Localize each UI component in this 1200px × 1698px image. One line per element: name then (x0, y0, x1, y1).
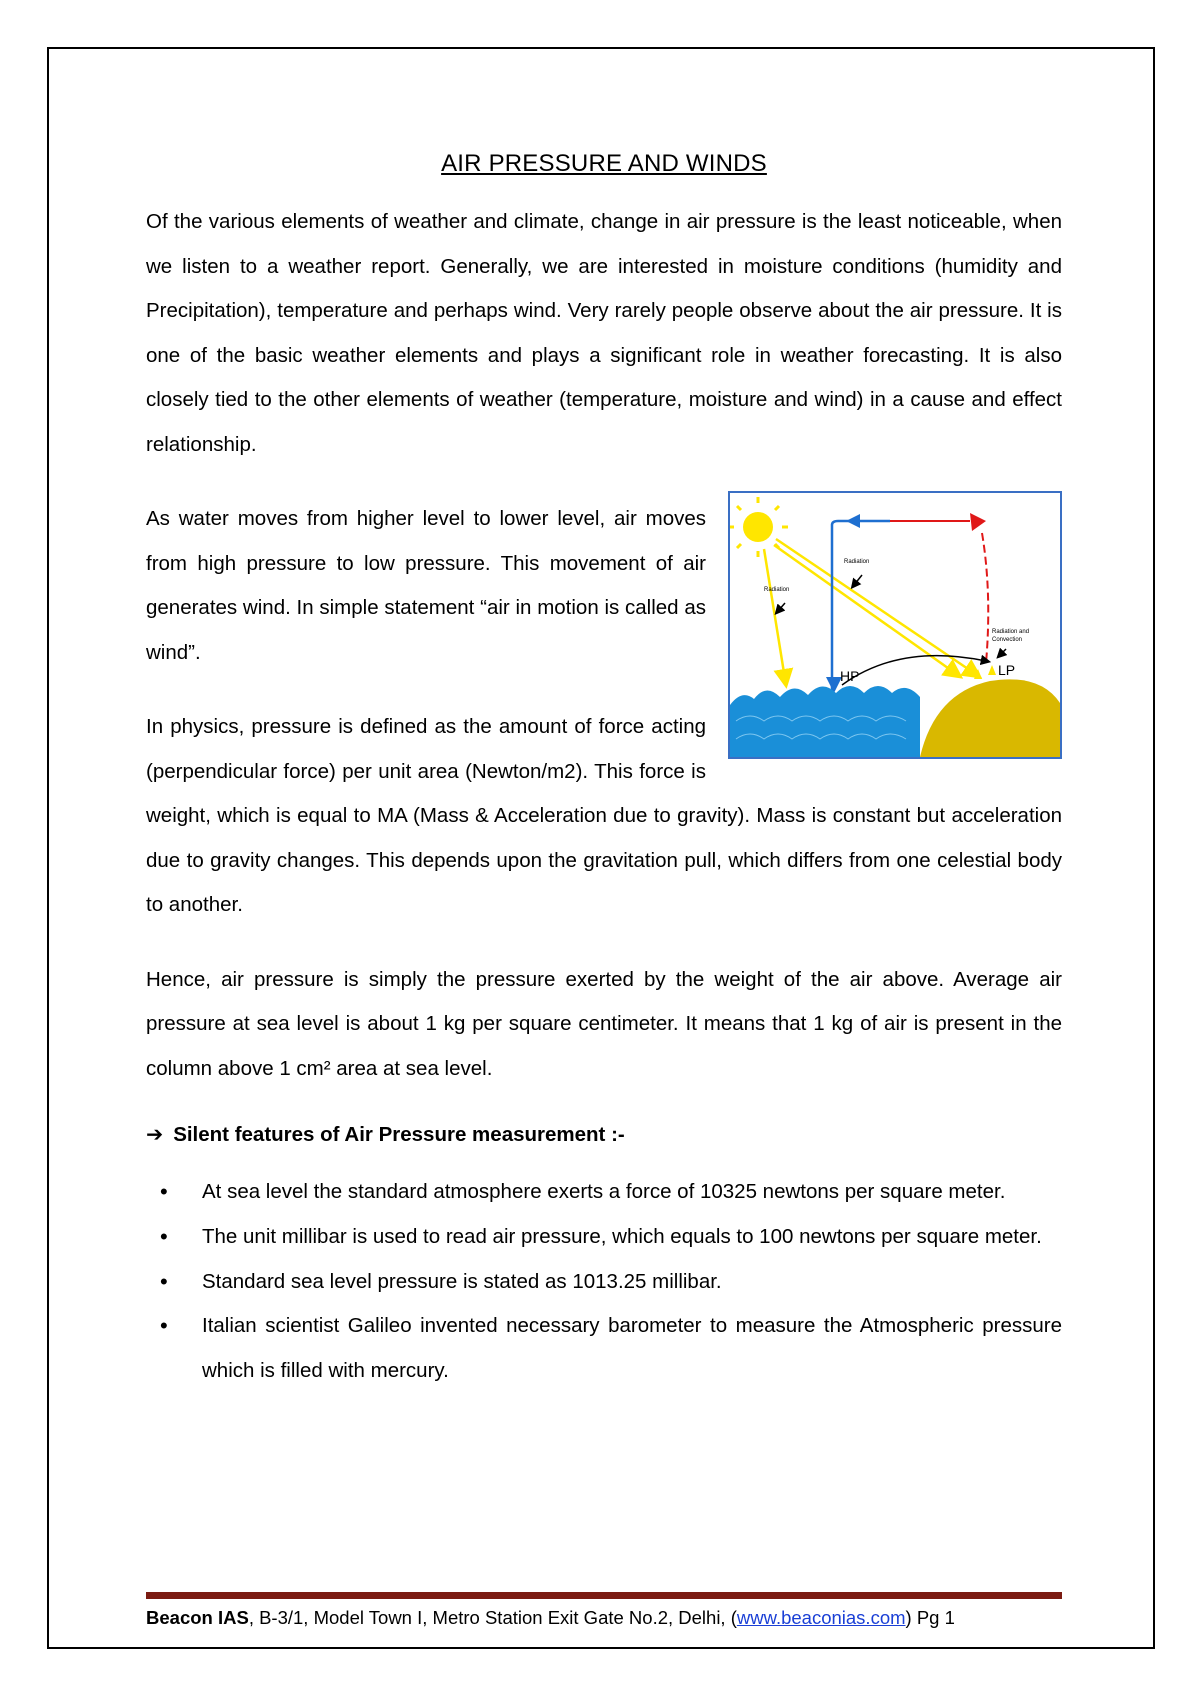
label-radiation-convection-2: Convection (992, 637, 1023, 643)
east-arrowhead (970, 513, 986, 531)
warm-rising-arrow (982, 533, 988, 663)
footer-divider (146, 1592, 1062, 1599)
section-heading-text: Silent features of Air Pressure measurement :- (173, 1123, 625, 1146)
paragraph-physics: In physics, pressure is defined as the amount of force acting (perpendicular force) per unit area (Newton/m2). This force is weight, which is equal to MA (Mass & Acceleration due to gravity). Mass is constant but acceleration due to gravity changes. This depends upon the gravitation pull, which differs from one celestial body to another. (146, 715, 1062, 916)
radiation-arrow-2 (854, 575, 862, 585)
wind-diagram (730, 493, 1060, 757)
list-item: • At sea level the standard atmosphere exerts a force of 10325 newtons per square meter. (146, 1175, 1062, 1209)
page-title: AIR PRESSURE AND WINDS (441, 150, 767, 177)
rising-arrows (974, 665, 996, 679)
label-radiation-convection-1: Radiation and (992, 629, 1030, 635)
paragraph-wind: As water moves from higher level to lower level, air moves from high pressure to low pressure. This movement of air generates wind. In simple statement “air in motion is called as wind”. (146, 507, 706, 664)
document-body (146, 150, 1062, 1393)
list-item: • The unit millibar is used to read air pressure, which equals to 100 newtons per square meter. (146, 1215, 1062, 1260)
label-radiation-1: Radiation (764, 587, 790, 593)
features-list (146, 1175, 1062, 1393)
footer-org: Beacon IAS (146, 1607, 249, 1628)
arrow-right-icon: ➔ (146, 1123, 164, 1146)
radiation-arrow-1 (778, 603, 785, 611)
label-hp: HP (840, 668, 860, 684)
surface-wind-arrow (842, 656, 986, 685)
land-shape (920, 679, 1060, 757)
footer-address: , B-3/1, Model Town I, Metro Station Exit Gate No.2, Delhi, ( (248, 1607, 737, 1628)
footer-website-link[interactable]: www.beaconias.com (736, 1607, 906, 1628)
footer (146, 1607, 955, 1629)
wind-diagram-figure (728, 491, 1062, 759)
paragraph-air-pressure: Hence, air pressure is simply the pressure exerted by the weight of the air above. Average air pressure at sea level is about 1 kg per square centimeter. It means that 1 kg of air is present in the column above 1 cm² area at sea level. (146, 967, 1062, 1080)
label-lp: LP (998, 662, 1016, 678)
radiation-arrow-3 (1000, 649, 1006, 655)
label-radiation-2: Radiation (844, 559, 870, 565)
list-item: • Standard sea level pressure is stated as 1013.25 millibar. (146, 1260, 1062, 1305)
section-heading (146, 1121, 1062, 1149)
footer-page-number: ) Pg 1 (905, 1607, 955, 1628)
list-item: • Italian scientist Galileo invented necessary barometer to measure the Atmospheric pressure which is filled with mercury. (146, 1304, 1062, 1393)
sea-shape (730, 686, 920, 757)
west-arrowhead (846, 514, 860, 528)
paragraph-intro: Of the various elements of weather and climate, change in air pressure is the least noticeable, when we listen to a weather report. Generally, we are interested in moisture conditions (humidity and Precipitation), temperature and perhaps wind. Very rarely people observe about the air pressure. It is one of the basic weather elements and plays a significant role in weather forecasting. It is also closely tied to the other elements of weather (temperature, moisture and wind) in a cause and effect relationship. (146, 210, 1062, 456)
